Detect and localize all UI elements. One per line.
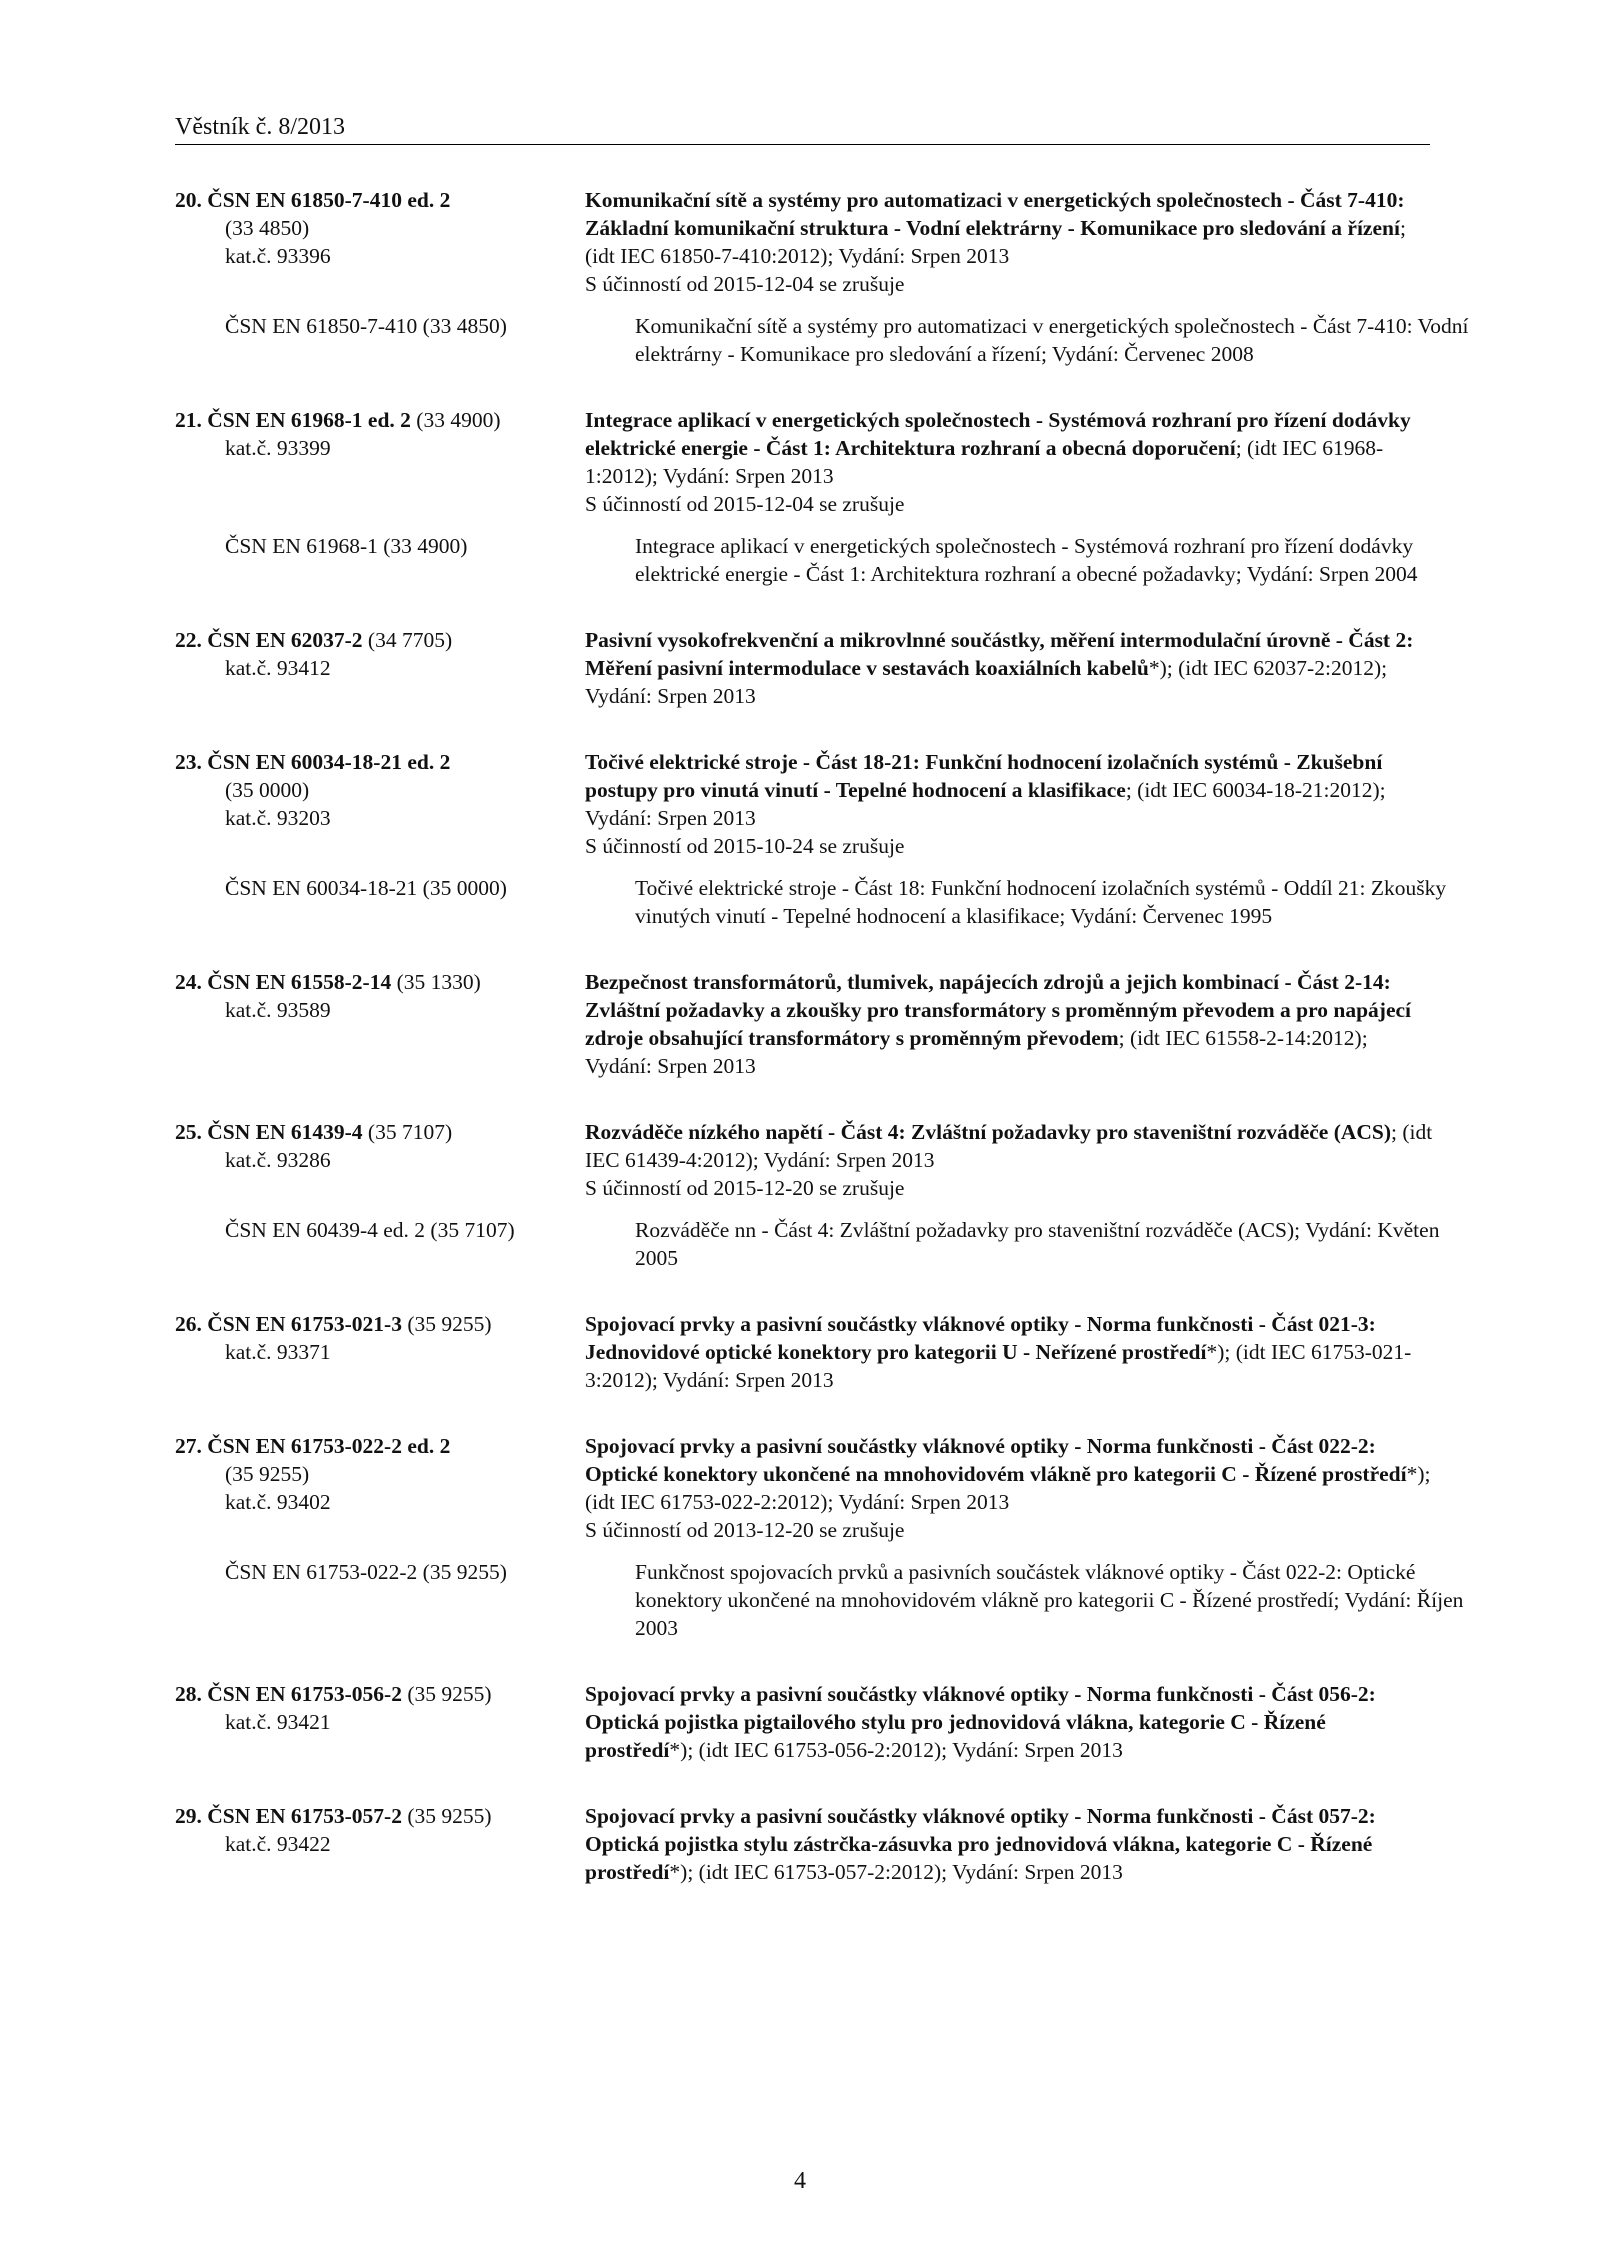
catalog-number: kat.č. 93286 [225,1148,331,1172]
catalog-number: kat.č. 93589 [225,998,331,1022]
standard-class-number: (35 9255) [401,1682,492,1706]
replaced-standard-code: ČSN EN 60034-18-21 (35 0000) [225,876,507,900]
effect-note: S účinností od 2015-12-04 se zrušuje [585,272,905,296]
entry-number: 25. [175,1120,202,1144]
entry-number: 28. [175,1682,202,1706]
standard-title [585,1118,1435,1174]
entry-id-column [175,186,585,298]
catalog-number: kat.č. 93396 [225,244,331,268]
entry-main-row [175,186,1435,298]
replaced-standard-row [175,1216,1440,1272]
standard-title-details: ; (idt IEC 61850-7-410:2012); Vydání: Srpen 2013 [585,216,1406,268]
entry-title-column [585,1310,1435,1394]
entry-number: 26. [175,1312,202,1336]
standard-title-details: *); (idt IEC 61753-022-2:2012); Vydání: Srpen 2013 [585,1462,1431,1514]
entry-id-line [175,1680,585,1708]
replaced-standard-title: Rozváděče nn - Část 4: Zvláštní požadavky pro staveništní rozváděče (ACS); Vydání: Květen 2005 [635,1218,1440,1270]
standard-title-main: Spojovací prvky a pasivní součástky vláknové optiky - Norma funkčnosti - Část 022-2: Optické konektory ukončené na mnohovidovém vlákně pro kategorii C - Řízené prostředí [585,1434,1407,1486]
standard-code: ČSN EN 61753-057-2 [207,1804,402,1828]
entry-id-column [175,1802,585,1886]
entry-id-column [175,1432,585,1544]
standard-class-number: (33 4900) [410,408,501,432]
entry-title-column [585,1680,1435,1764]
entry-id-column [175,1680,585,1764]
standard-title-details: *); (idt IEC 61753-021-3:2012); Vydání: Srpen 2013 [585,1340,1412,1392]
entry-number: 22. [175,628,202,652]
catalog-number: kat.č. 93371 [225,1340,331,1364]
entry-title-column [585,406,1435,518]
entry-id-line [175,406,585,434]
standard-entry [175,406,1435,588]
standard-class-number: (35 7107) [362,1120,453,1144]
standard-entry [175,968,1435,1080]
catalog-number: kat.č. 93421 [225,1710,331,1734]
replaced-standard-title: Točivé elektrické stroje - Část 18: Funkční hodnocení izolačních systémů - Oddíl 21: Zkoušky vinutých vinutí - Tepelné hodnocení a klasifikace; Vydání: Červenec 1995 [635,876,1447,928]
standard-title-details: *); (idt IEC 62037-2:2012); Vydání: Srpen 2013 [585,656,1388,708]
replaced-standard-row [175,312,1469,368]
standard-title-main: Spojovací prvky a pasivní součástky vláknové optiky - Norma funkčnosti - Část 057-2: Optická pojistka stylu zástrčka-zásuvka pro jednovidová vlákna, kategorie C - Řízené prostředí [585,1804,1376,1884]
entry-main-row [175,748,1435,860]
standard-title-main: Bezpečnost transformátorů, tlumivek, napájecích zdrojů a jejich kombinací - Část 2-14: Zvláštní požadavky a zkoušky pro transformátory s proměnným převodem a pro napájecí zdroje obsahující transformátory s proměnným převodem [585,970,1411,1050]
standard-class-number: (33 4850) [225,216,310,240]
entry-number: 20. [175,188,202,212]
standard-class-number: (35 9255) [401,1312,492,1336]
entry-main-row [175,1802,1435,1886]
standard-class-number: (34 7705) [362,628,453,652]
entry-id-line [175,968,585,996]
replaced-standard-row [175,874,1447,930]
entry-id-line [175,626,585,654]
standard-title-main: Komunikační sítě a systémy pro automatizaci v energetických společnostech - Část 7-410: Základní komunikační struktura - Vodní elektrárny - Komunikace pro sledování a řízení [585,188,1405,240]
standard-class-number: (35 9255) [225,1462,310,1486]
standard-title-details: *); (idt IEC 61753-057-2:2012); Vydání: Srpen 2013 [669,1860,1123,1884]
standard-title-main: Spojovací prvky a pasivní součástky vláknové optiky - Norma funkčnosti - Část 056-2: Optická pojistka pigtailového stylu pro jednovidová vlákna, kategorie C - Řízené prostředí [585,1682,1376,1762]
entry-id-column [175,406,585,518]
effect-note: S účinností od 2015-12-04 se zrušuje [585,492,905,516]
standard-code: ČSN EN 62037-2 [207,628,363,652]
entry-id-column [175,1118,585,1202]
replaced-standard-title: Integrace aplikací v energetických společnostech - Systémová rozhraní pro řízení dodávky elektrické energie - Část 1: Architektura rozhraní a obecné požadavky; Vydání: Srpen 2004 [635,534,1418,586]
standard-code: ČSN EN 61968-1 ed. 2 [207,408,411,432]
entry-id-line [175,186,585,214]
standard-title [585,1680,1435,1764]
entry-id-column [175,1310,585,1394]
entry-id-line [175,1118,585,1146]
standard-title-details: ; (idt IEC 61558-2-14:2012); Vydání: Srpen 2013 [585,1026,1368,1078]
entry-main-row [175,968,1435,1080]
standard-title-main: Rozváděče nízkého napětí - Část 4: Zvláštní požadavky pro staveništní rozváděče (ACS) [585,1120,1392,1144]
standard-code: ČSN EN 61850-7-410 ed. 2 [207,188,451,212]
standard-entry [175,1118,1440,1272]
page-number: 4 [794,2168,806,2194]
standard-title [585,1802,1435,1886]
entry-number: 24. [175,970,202,994]
standard-title-details: ; (idt IEC 61439-4:2012); Vydání: Srpen 2013 [585,1120,1433,1172]
replaced-standard-code: ČSN EN 61753-022-2 (35 9255) [225,1560,507,1584]
standard-entry [175,186,1469,368]
entry-id-line [175,748,585,776]
entry-number: 23. [175,750,202,774]
standard-title-details: ; (idt IEC 61968-1:2012); Vydání: Srpen 2013 [585,436,1384,488]
entry-number: 27. [175,1434,202,1458]
standard-code: ČSN EN 61753-021-3 [207,1312,402,1336]
replaced-standard-row [175,1558,1464,1642]
standard-code: ČSN EN 61558-2-14 [207,970,392,994]
standard-title [585,186,1435,270]
replaced-standard-code: ČSN EN 60439-4 ed. 2 (35 7107) [225,1218,515,1242]
entry-title-column [585,626,1435,710]
page-header [175,112,1430,145]
standard-code: ČSN EN 61439-4 [207,1120,363,1144]
standard-entry [175,626,1435,710]
replaced-standard-row [175,532,1435,588]
entry-title-column [585,1802,1435,1886]
standard-entry [175,748,1447,930]
effect-note: S účinností od 2015-10-24 se zrušuje [585,834,905,858]
standard-code: ČSN EN 60034-18-21 ed. 2 [207,750,451,774]
standard-title [585,406,1435,490]
catalog-number: kat.č. 93203 [225,806,331,830]
standard-title [585,1310,1435,1394]
entry-number: 21. [175,408,202,432]
entry-id-line [175,1432,585,1460]
catalog-number: kat.č. 93422 [225,1832,331,1856]
standard-title-details: ; (idt IEC 60034-18-21:2012); Vydání: Srpen 2013 [585,778,1386,830]
entry-title-column [585,1432,1435,1544]
standard-title [585,1432,1435,1516]
entry-main-row [175,1118,1435,1202]
standard-code: ČSN EN 61753-022-2 ed. 2 [207,1434,451,1458]
standard-class-number: (35 9255) [401,1804,492,1828]
standard-class-number: (35 0000) [225,778,310,802]
bulletin-title: Věstník č. 8/2013 [175,114,345,140]
standard-class-number: (35 1330) [391,970,481,994]
entry-main-row [175,406,1435,518]
standard-entry [175,1432,1464,1642]
catalog-number: kat.č. 93399 [225,436,331,460]
entry-title-column [585,186,1435,298]
entry-title-column [585,748,1435,860]
standard-code: ČSN EN 61753-056-2 [207,1682,402,1706]
entry-id-line [175,1802,585,1830]
entry-id-line [175,1310,585,1338]
entry-main-row [175,1432,1435,1544]
entry-title-column [585,1118,1435,1202]
standard-entry [175,1680,1435,1764]
entry-id-column [175,748,585,860]
standard-title [585,626,1435,710]
catalog-number: kat.č. 93402 [225,1490,331,1514]
catalog-number: kat.č. 93412 [225,656,331,680]
replaced-standard-title: Funkčnost spojovacích prvků a pasivních součástek vláknové optiky - Část 022-2: Optické konektory ukončené na mnohovidovém vlákně pro kategorii C - Řízené prostředí; Vydání: Říjen 2003 [635,1560,1464,1640]
entry-main-row [175,1680,1435,1764]
standard-title [585,748,1435,832]
standard-title [585,968,1435,1080]
entry-id-column [175,968,585,1080]
effect-note: S účinností od 2015-12-20 se zrušuje [585,1176,905,1200]
standard-title-details: *); (idt IEC 61753-056-2:2012); Vydání: Srpen 2013 [669,1738,1123,1762]
standards-list [175,186,1469,1924]
standard-title-main: Spojovací prvky a pasivní součástky vláknové optiky - Norma funkčnosti - Část 021-3: Jednovidové optické konektory pro kategorii U - Neřízené prostředí [585,1312,1376,1364]
entry-title-column [585,968,1435,1080]
replaced-standard-code: ČSN EN 61850-7-410 (33 4850) [225,314,507,338]
entry-id-column [175,626,585,710]
effect-note: S účinností od 2013-12-20 se zrušuje [585,1518,905,1542]
standard-title-main: Točivé elektrické stroje - Část 18-21: Funkční hodnocení izolačních systémů - Zkušební postupy pro vinutá vinutí - Tepelné hodnocení a klasifikace [585,750,1383,802]
standard-entry [175,1802,1435,1886]
replaced-standard-code: ČSN EN 61968-1 (33 4900) [225,534,468,558]
replaced-standard-title: Komunikační sítě a systémy pro automatizaci v energetických společnostech - Část 7-410: Vodní elektrárny - Komunikace pro sledování a řízení; Vydání: Červenec 2008 [635,314,1469,366]
standard-title-main: Pasivní vysokofrekvenční a mikrovlnné součástky, měření intermodulační úrovně - Část 2: Měření pasivní intermodulace v sestavách koaxiálních kabelů [585,628,1414,680]
entry-main-row [175,1310,1435,1394]
entry-main-row [175,626,1435,710]
standard-entry [175,1310,1435,1394]
standard-title-main: Integrace aplikací v energetických společnostech - Systémová rozhraní pro řízení dodávky elektrické energie - Část 1: Architektura rozhraní a obecná doporučení [585,408,1411,460]
entry-number: 29. [175,1804,202,1828]
